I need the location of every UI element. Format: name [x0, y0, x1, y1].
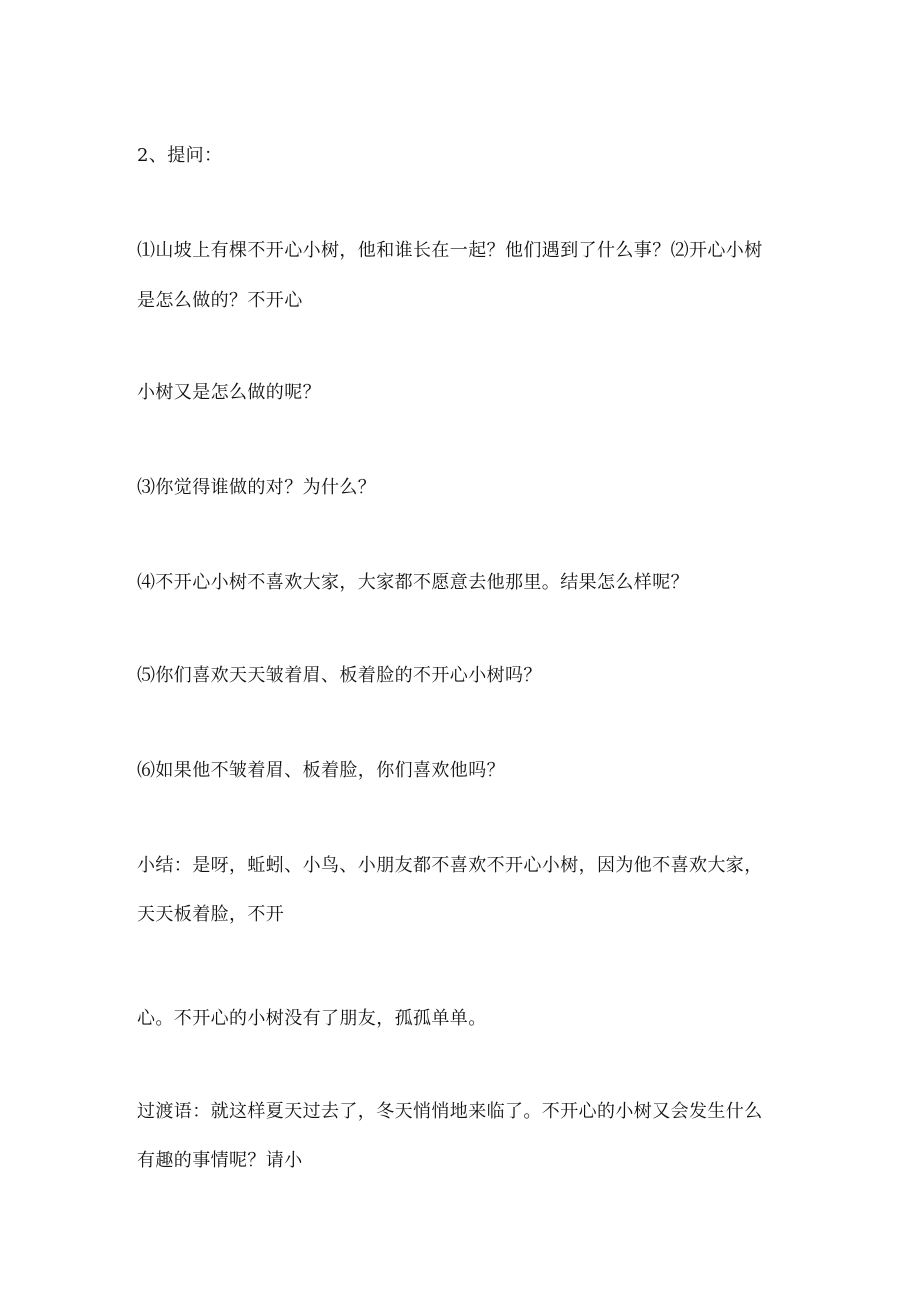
- text-line: 有趣的事情呢？请小: [137, 1150, 303, 1171]
- section-heading: 2、提问：: [137, 145, 223, 166]
- text-line: 过渡语：就这样夏天过去了，冬天悄悄地来临了。不开心的小树又会发生什么: [137, 1101, 763, 1122]
- text-line: ⑷不开心小树不喜欢大家，大家都不愿意去他那里。结果怎么样呢？: [137, 572, 689, 593]
- text-line: 小结：是呀，蚯蚓、小鸟、小朋友都不喜欢不开心小树，因为他不喜欢大家，: [137, 855, 763, 876]
- text-line: ⑴山坡上有棵不开心小树，他和谁长在一起？他们遇到了什么事？⑵开心小树: [137, 240, 763, 261]
- text-line: 天天板着脸，不开: [137, 904, 285, 925]
- text-line: ⑸你们喜欢天天皱着眉、板着脸的不开心小树吗？: [137, 665, 542, 686]
- text-line: ⑶你觉得谁做的对？为什么？: [137, 477, 377, 498]
- text-line: 心。不开心的小树没有了朋友，孤孤单单。: [137, 1008, 487, 1029]
- text-line: ⑹如果他不皱着眉、板着脸，你们喜欢他吗？: [137, 760, 505, 781]
- text-line: 小树又是怎么做的呢？: [137, 382, 321, 403]
- text-line: 是怎么做的？不开心: [137, 290, 303, 311]
